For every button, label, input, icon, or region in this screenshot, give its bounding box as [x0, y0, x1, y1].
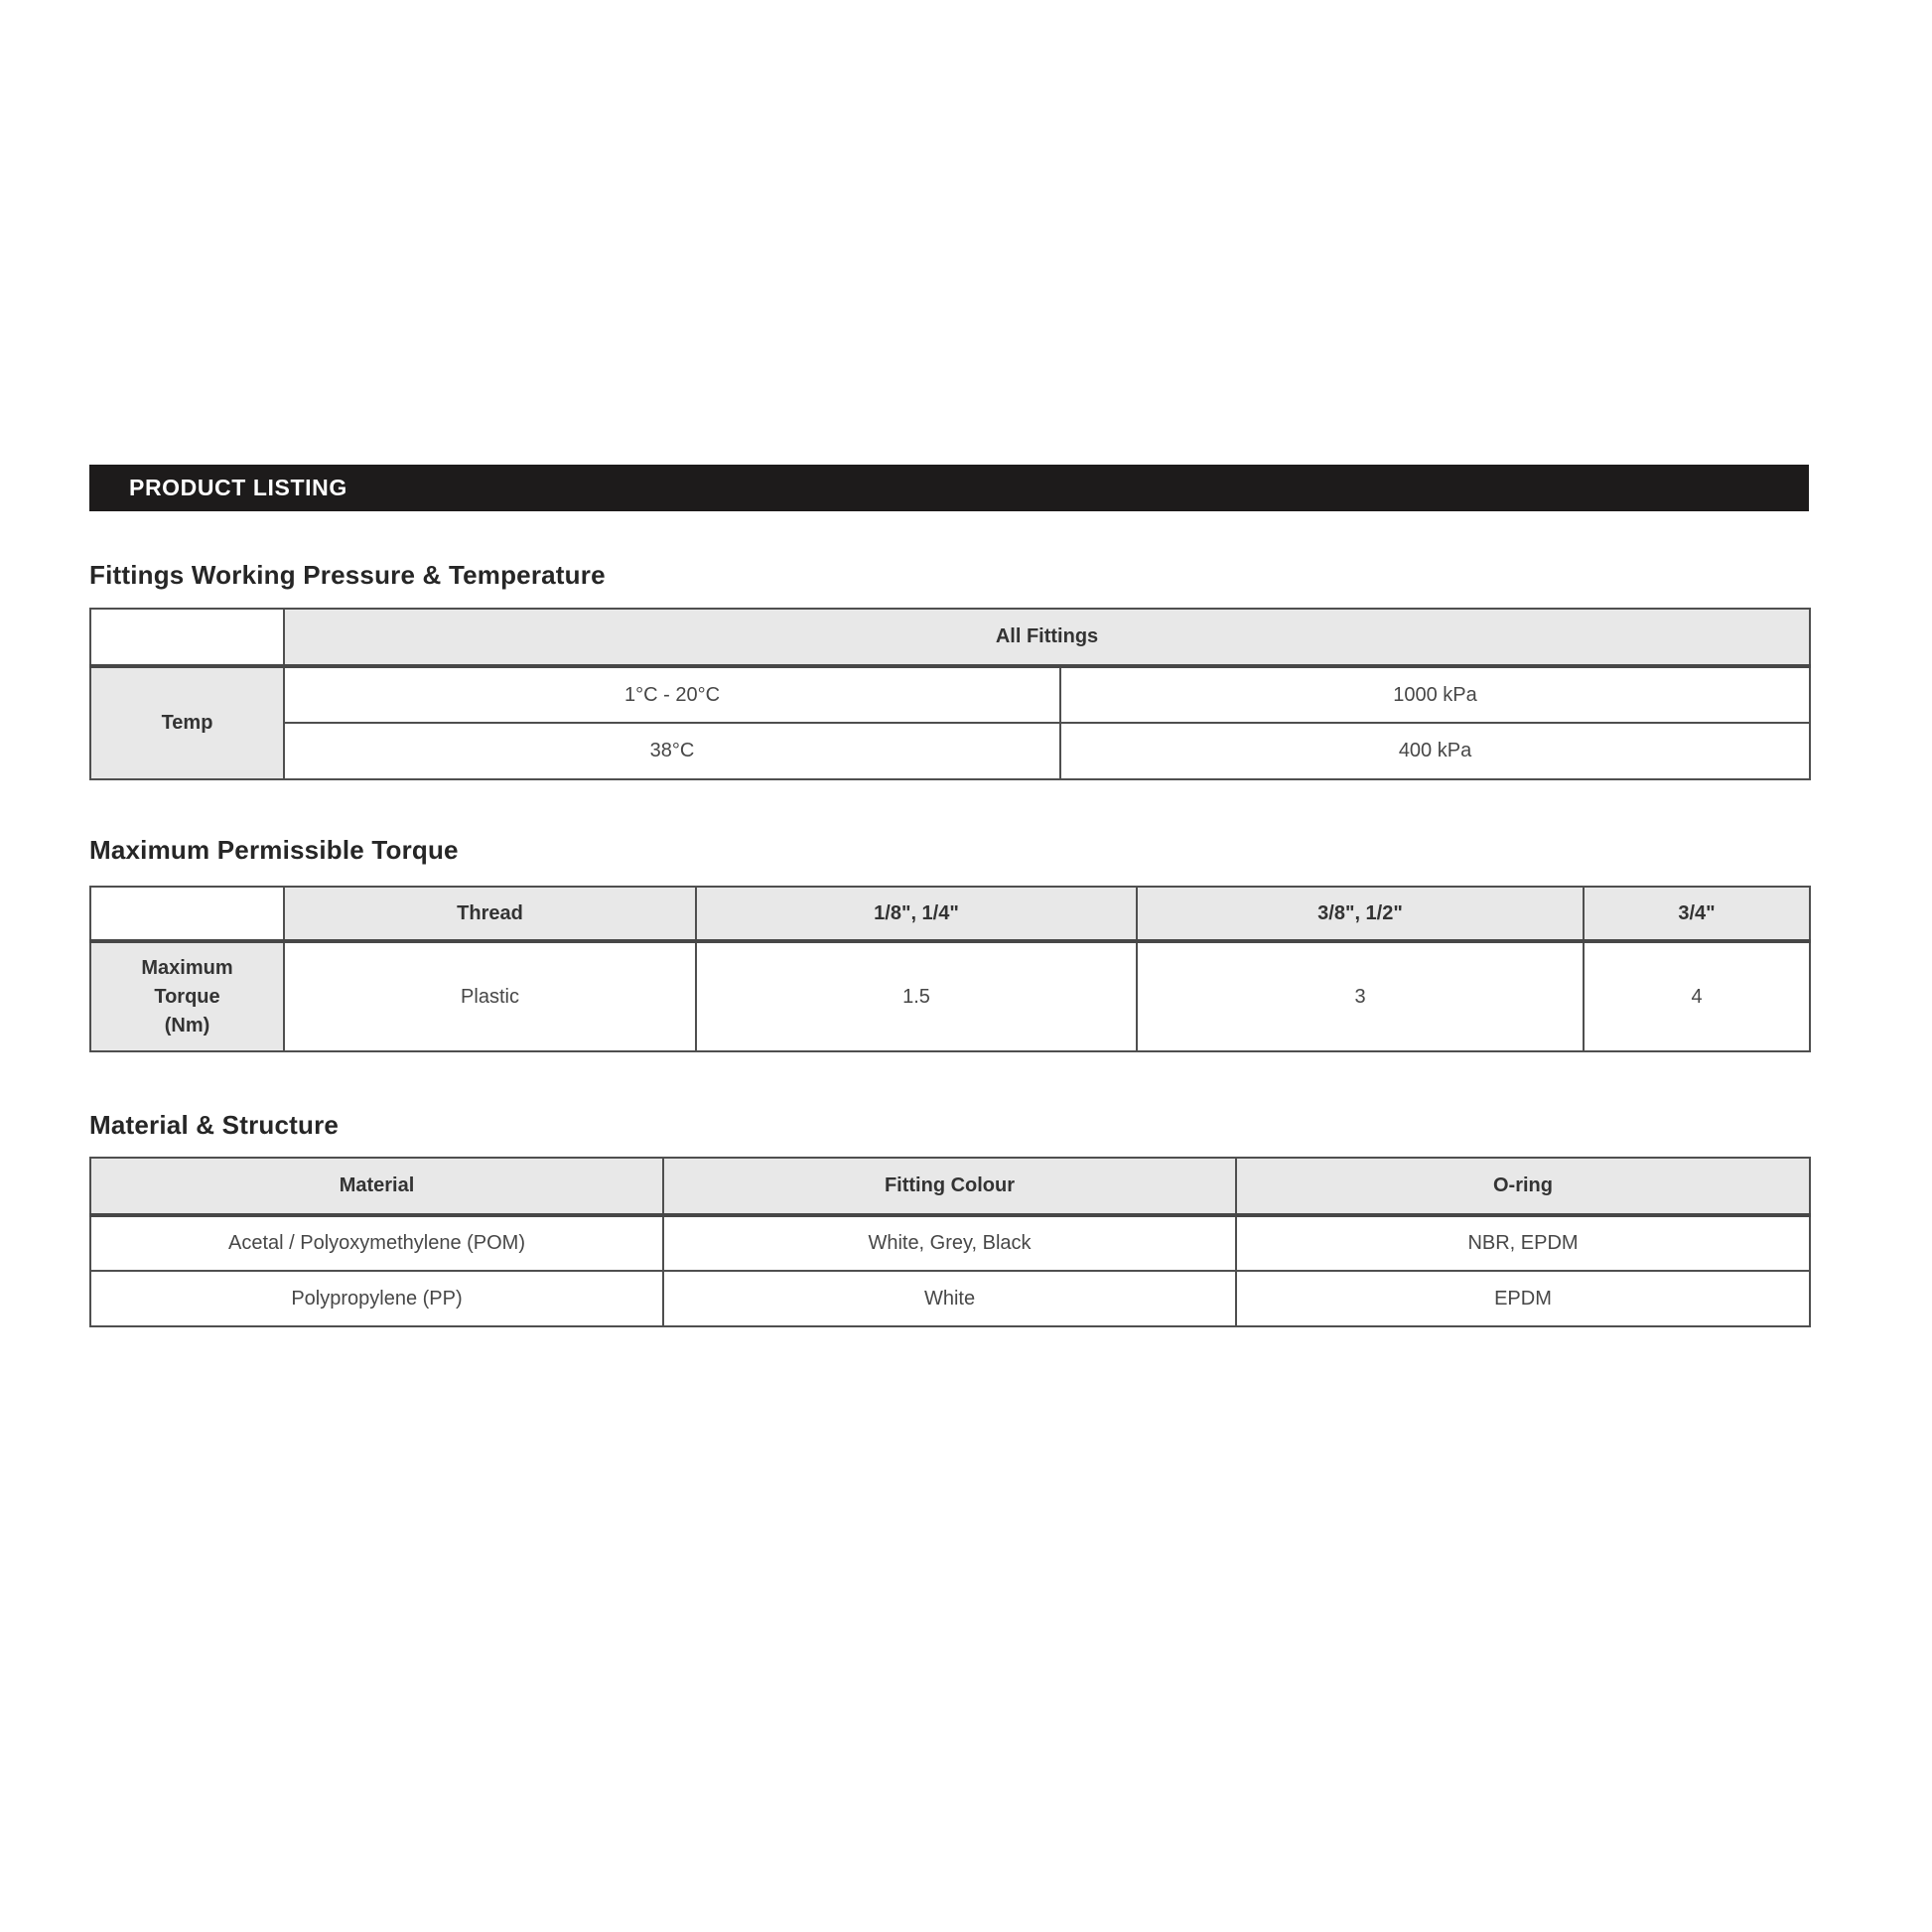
temp-row-label: Temp	[90, 666, 284, 779]
material-header-cell: Material	[90, 1158, 663, 1215]
heading-maximum-permissible-torque: Maximum Permissible Torque	[89, 835, 459, 865]
row-label-line: Maximum	[141, 956, 233, 979]
table-row	[90, 723, 1810, 779]
temp-range-cell: 1°C - 20°C	[284, 666, 1060, 723]
o-ring-header-cell: O-ring	[1236, 1158, 1810, 1215]
banner-title: PRODUCT LISTING	[129, 475, 347, 500]
product-listing-banner	[89, 465, 1809, 511]
size-3-4-header-cell: 3/4"	[1584, 887, 1810, 941]
size-1-8-1-4-header-cell: 1/8", 1/4"	[696, 887, 1137, 941]
table-row	[90, 1271, 1810, 1326]
pressure-value-cell: 400 kPa	[1060, 723, 1810, 779]
material-structure-table	[89, 1157, 1811, 1327]
fitting-colour-header-cell: Fitting Colour	[663, 1158, 1236, 1215]
all-fittings-header-cell: All Fittings	[284, 609, 1810, 666]
fitting-colour-cell: White	[663, 1271, 1236, 1326]
pressure-temperature-table	[89, 608, 1811, 780]
temp-range-cell: 38°C	[284, 723, 1060, 779]
row-label-line: Torque	[154, 985, 220, 1008]
thread-header-cell: Thread	[284, 887, 696, 941]
table-row	[90, 941, 1810, 1051]
table-row	[90, 1215, 1810, 1271]
torque-table-header-row	[90, 887, 1810, 941]
material-cell: Polypropylene (PP)	[90, 1271, 663, 1326]
maximum-torque-table	[89, 886, 1811, 1052]
table-row	[90, 666, 1810, 723]
size-3-8-1-2-header-cell: 3/8", 1/2"	[1137, 887, 1584, 941]
material-cell: Acetal / Polyoxymethylene (POM)	[90, 1215, 663, 1271]
fitting-colour-cell: White, Grey, Black	[663, 1215, 1236, 1271]
heading-fittings-working-pressure-temperature: Fittings Working Pressure & Temperature	[89, 560, 606, 590]
torque-value-cell: 4	[1584, 941, 1810, 1051]
o-ring-cell: EPDM	[1236, 1271, 1810, 1326]
torque-value-cell: 3	[1137, 941, 1584, 1051]
o-ring-cell: NBR, EPDM	[1236, 1215, 1810, 1271]
maximum-torque-row-label	[90, 941, 284, 1051]
corner-cell	[90, 609, 284, 666]
row-label-line: (Nm)	[164, 1014, 210, 1036]
pressure-value-cell: 1000 kPa	[1060, 666, 1810, 723]
corner-cell	[90, 887, 284, 941]
material-table-header-row	[90, 1158, 1810, 1215]
thread-material-cell: Plastic	[284, 941, 696, 1051]
torque-value-cell: 1.5	[696, 941, 1137, 1051]
heading-material-structure: Material & Structure	[89, 1110, 340, 1140]
pressure-table-header-row	[90, 609, 1810, 666]
